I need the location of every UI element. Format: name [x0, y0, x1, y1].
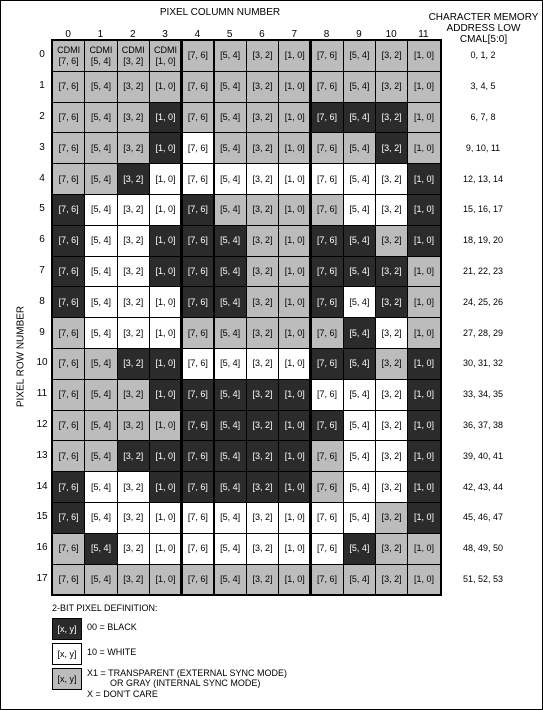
row-number: 5 [39, 203, 45, 215]
pixel-cell: [1, 0] [278, 317, 311, 349]
memory-address: 51, 52, 53 [462, 574, 504, 584]
pixel-cell: [5, 4] [214, 317, 247, 349]
pixel-cell: [1, 0] [278, 163, 311, 195]
pixel-cell: [1, 0] [278, 256, 311, 288]
pixel-cell: [1, 0] [149, 533, 182, 565]
column-number: 0 [65, 29, 71, 40]
pixel-cell: [5, 4] [214, 533, 247, 565]
pixel-cell: [5, 4] [84, 471, 117, 503]
pixel-cell: [7, 6] [310, 410, 343, 442]
pixel-cell: [7, 6] [310, 256, 343, 288]
pixel-cell: [3, 2] [375, 379, 408, 411]
pixel-cell: [5, 4] [343, 348, 376, 380]
pixel-cell: [5, 4] [214, 440, 247, 472]
pixel-cell: [1, 0] [278, 471, 311, 503]
memory-header-line-3: CMAL[5:0] [459, 34, 508, 45]
pixel-cell: [5, 4] [84, 286, 117, 318]
pixel-cell: [3, 2] [117, 194, 150, 226]
memory-address: 15, 16, 17 [462, 204, 504, 215]
pixel-cell: [1, 0] [278, 564, 311, 596]
pixel-cell: [3, 2] [246, 564, 279, 596]
pixel-cell: [5, 4] [84, 71, 117, 103]
row-number: 13 [36, 449, 48, 461]
pixel-cell: [5, 4] [84, 256, 117, 288]
pixel-cell: [1, 0] [407, 471, 440, 503]
memory-address: 18, 19, 20 [462, 235, 504, 246]
pixel-cell: [7, 6] [310, 564, 343, 596]
pixel-cell: [3, 2] [117, 533, 150, 565]
pixel-cell: [7, 6] [52, 256, 85, 288]
pixel-cell: [7, 6] [52, 225, 85, 257]
pixel-cell: [1, 0] [149, 564, 182, 596]
pixel-cell: [1, 0] [407, 286, 440, 318]
pixel-cell: [5, 4] [214, 256, 247, 288]
pixel-cell: [7, 6] [181, 317, 214, 349]
pixel-cell: [5, 4] [343, 410, 376, 442]
pixel-cell: [7, 6] [181, 502, 214, 534]
pixel-cell: [7, 6] [181, 256, 214, 288]
pixel-cell: [3, 2] [375, 194, 408, 226]
pixel-cell: [5, 4] [343, 132, 376, 164]
pixel-cell: CDMI [7, 6] [52, 40, 85, 72]
pixel-cell: [3, 2] [375, 533, 408, 565]
pixel-cell: [7, 6] [181, 163, 214, 195]
pixel-cell: [7, 6] [52, 163, 85, 195]
memory-address: 24, 25, 26 [462, 296, 504, 307]
pixel-cell: [3, 2] [246, 40, 279, 72]
column-number: 4 [194, 29, 201, 40]
pixel-cell: [7, 6] [181, 440, 214, 472]
pixel-cell: CDMI [1, 0] [149, 40, 182, 72]
pixel-cell: [5, 4] [214, 163, 247, 195]
pixel-cell: [7, 6] [310, 348, 343, 380]
pixel-cell: [1, 0] [149, 102, 182, 134]
pixel-cell: [1, 0] [278, 410, 311, 442]
pixel-cell: [1, 0] [278, 379, 311, 411]
row-number: 14 [36, 480, 48, 492]
column-number: 6 [259, 29, 265, 40]
pixel-cell: [3, 2] [246, 225, 279, 257]
legend-white-swatch: [x, y] [52, 643, 82, 665]
legend-transparent-text: X1 = TRANSPARENT (EXTERNAL SYNC MODE) [87, 668, 287, 678]
memory-address-header [426, 12, 541, 45]
legend-black-text: 00 = BLACK [87, 622, 137, 632]
pixel-cell: [3, 2] [117, 379, 150, 411]
pixel-cell: [1, 0] [407, 225, 440, 257]
pixel-cell: [3, 2] [375, 163, 408, 195]
memory-address: 21, 22, 23 [462, 266, 504, 276]
row-number: 8 [39, 295, 45, 307]
pixel-cell: [5, 4] [214, 410, 247, 442]
pixel-cell: [5, 4] [343, 379, 376, 411]
pixel-cell: [7, 6] [52, 194, 85, 226]
memory-header-line-1: CHARACTER MEMORY [428, 12, 539, 23]
memory-address: 3, 4, 5 [470, 81, 496, 92]
pixel-cell: [7, 6] [310, 379, 343, 411]
pixel-cell: [5, 4] [214, 502, 247, 534]
memory-address: 6, 7, 8 [470, 112, 496, 122]
pixel-cell: [7, 6] [181, 379, 214, 411]
pixel-cell: [1, 0] [278, 132, 311, 164]
row-number: 3 [39, 141, 45, 153]
pixel-cell: [3, 2] [117, 256, 150, 288]
pixel-cell: [3, 2] [117, 71, 150, 103]
pixel-cell: [5, 4] [214, 348, 247, 380]
row-number: 11 [36, 388, 48, 400]
pixel-cell: [1, 0] [407, 317, 440, 349]
pixel-cell: [3, 2] [375, 502, 408, 534]
pixel-cell: [3, 2] [246, 317, 279, 349]
pixel-cell: [1, 0] [149, 348, 182, 380]
pixel-cell: [7, 6] [310, 163, 343, 195]
pixel-cell: [1, 0] [149, 132, 182, 164]
pixel-cell: [7, 6] [52, 132, 85, 164]
pixel-cell: [5, 4] [84, 348, 117, 380]
pixel-cell: [7, 6] [52, 286, 85, 318]
column-number: 5 [226, 29, 233, 40]
pixel-cell: [7, 6] [52, 564, 85, 596]
pixel-cell: [7, 6] [181, 533, 214, 565]
pixel-cell: [7, 6] [181, 410, 214, 442]
pixel-cell: [3, 2] [246, 286, 279, 318]
row-number: 0 [39, 49, 45, 61]
pixel-cell: [5, 4] [214, 471, 247, 503]
pixel-cell: [1, 0] [149, 71, 182, 103]
memory-address: 27, 28, 29 [462, 327, 504, 338]
pixel-cell: [3, 2] [246, 502, 279, 534]
memory-header-line-2: ADDRESS LOW [446, 23, 521, 34]
pixel-cell: CDMI [3, 2] [117, 40, 150, 72]
pixel-cell: [5, 4] [214, 71, 247, 103]
pixel-cell: [3, 2] [117, 317, 150, 349]
pixel-cell: [1, 0] [407, 533, 440, 565]
pixel-cell: [7, 6] [310, 40, 343, 72]
pixel-cell: [3, 2] [246, 471, 279, 503]
pixel-cell: [1, 0] [407, 502, 440, 534]
pixel-cell: [5, 4] [214, 102, 247, 134]
pixel-cell: [1, 0] [407, 163, 440, 195]
pixel-cell: [3, 2] [117, 225, 150, 257]
pixel-cell: [3, 2] [375, 410, 408, 442]
pixel-cell: [3, 2] [246, 379, 279, 411]
pixel-cell: [1, 0] [278, 348, 311, 380]
pixel-cell: [3, 2] [117, 132, 150, 164]
pixel-cell: [5, 4] [214, 286, 247, 318]
pixel-cell: [3, 2] [117, 564, 150, 596]
pixel-cell: [5, 4] [84, 132, 117, 164]
pixel-cell: [7, 6] [181, 132, 214, 164]
pixel-cell: [1, 0] [149, 286, 182, 318]
pixel-cell: [5, 4] [343, 286, 376, 318]
pixel-cell: [3, 2] [246, 348, 279, 380]
pixel-cell: [5, 4] [84, 440, 117, 472]
pixel-cell: [3, 2] [246, 132, 279, 164]
pixel-cell: [1, 0] [278, 194, 311, 226]
pixel-cell: [7, 6] [310, 317, 343, 349]
pixel-cell: [1, 0] [407, 564, 440, 596]
pixel-cell: [7, 6] [310, 194, 343, 226]
pixel-cell: [1, 0] [407, 40, 440, 72]
pixel-cell: [1, 0] [407, 194, 440, 226]
pixel-cell: [3, 2] [375, 564, 408, 596]
pixel-cell: [5, 4] [343, 102, 376, 134]
memory-address: 42, 43, 44 [462, 481, 504, 492]
memory-address: 48, 49, 50 [462, 543, 504, 554]
memory-address: 30, 31, 32 [462, 358, 504, 369]
row-number: 9 [39, 326, 45, 338]
pixel-cell: [3, 2] [375, 286, 408, 318]
pixel-cell: [1, 0] [407, 132, 440, 164]
pixel-cell: [3, 2] [246, 533, 279, 565]
pixel-cell: [3, 2] [117, 286, 150, 318]
pixel-cell: [5, 4] [343, 163, 376, 195]
memory-address: 39, 40, 41 [462, 450, 504, 461]
pixel-cell: [3, 2] [375, 225, 408, 257]
pixel-cell: [7, 6] [52, 379, 85, 411]
pixel-cell: [7, 6] [181, 102, 214, 134]
pixel-cell: [7, 6] [181, 194, 214, 226]
pixel-cell: [3, 2] [117, 348, 150, 380]
pixel-cell: [5, 4] [343, 256, 376, 288]
pixel-cell: [5, 4] [84, 379, 117, 411]
pixel-cell: [7, 6] [181, 40, 214, 72]
pixel-cell: [7, 6] [52, 348, 85, 380]
pixel-cell: [5, 4] [84, 533, 117, 565]
row-number: 16 [36, 542, 48, 554]
pixel-cell: [5, 4] [84, 502, 117, 534]
pixel-cell: [7, 6] [310, 225, 343, 257]
pixel-cell: [7, 6] [310, 71, 343, 103]
pixel-cell: [7, 6] [310, 502, 343, 534]
pixel-cell: [7, 6] [310, 440, 343, 472]
pixel-cell: [3, 2] [117, 102, 150, 134]
pixel-cell: [3, 2] [246, 71, 279, 103]
row-number: 4 [39, 172, 45, 184]
pixel-cell: [1, 0] [278, 102, 311, 134]
legend-white-text: 10 = WHITE [87, 647, 137, 657]
pixel-cell: [5, 4] [84, 102, 117, 134]
pixel-cell: [5, 4] [343, 40, 376, 72]
pixel-cell: [7, 6] [52, 102, 85, 134]
pixel-cell: [5, 4] [343, 317, 376, 349]
memory-address: 9, 10, 11 [465, 142, 501, 153]
pixel-cell: [1, 0] [278, 533, 311, 565]
row-axis-title: PIXEL ROW NUMBER [15, 305, 27, 408]
pixel-cell: [5, 4] [84, 194, 117, 226]
pixel-cell: [3, 2] [117, 410, 150, 442]
pixel-cell: [1, 0] [149, 471, 182, 503]
column-number: 3 [162, 29, 168, 40]
row-number: 1 [39, 80, 45, 92]
pixel-cell: [3, 2] [117, 502, 150, 534]
pixel-cell: [1, 0] [149, 410, 182, 442]
pixel-cell: [5, 4] [343, 564, 376, 596]
pixel-cell: [7, 6] [181, 225, 214, 257]
pixel-cell: [5, 4] [214, 132, 247, 164]
pixel-cell: [1, 0] [149, 225, 182, 257]
pixel-cell: [1, 0] [407, 348, 440, 380]
pixel-cell: [3, 2] [117, 163, 150, 195]
pixel-cell: [7, 6] [310, 132, 343, 164]
pixel-cell: [1, 0] [149, 440, 182, 472]
pixel-cell: [3, 2] [246, 410, 279, 442]
pixel-cell: [5, 4] [343, 71, 376, 103]
legend-title: 2-BIT PIXEL DEFINITION: [52, 603, 158, 613]
pixel-cell: [3, 2] [375, 71, 408, 103]
column-number: 10 [385, 29, 397, 40]
pixel-cell: [3, 2] [117, 471, 150, 503]
pixel-cell: [3, 2] [375, 40, 408, 72]
pixel-cell: [5, 4] [84, 317, 117, 349]
row-number: 17 [36, 573, 48, 584]
pixel-cell: [5, 4] [84, 410, 117, 442]
pixel-cell: [5, 4] [214, 225, 247, 257]
column-axis-title: PIXEL COLUMN NUMBER [159, 7, 281, 18]
row-number: 2 [39, 111, 45, 122]
pixel-cell: [5, 4] [84, 163, 117, 195]
pixel-cell: [7, 6] [52, 471, 85, 503]
pixel-cell: [1, 0] [149, 163, 182, 195]
legend-gray-text: OR GRAY (INTERNAL SYNC MODE) [110, 678, 261, 688]
pixel-cell: [3, 2] [375, 348, 408, 380]
pixel-cell: [3, 2] [117, 440, 150, 472]
pixel-cell: [5, 4] [84, 225, 117, 257]
row-number: 15 [36, 511, 48, 523]
pixel-cell: [1, 0] [149, 256, 182, 288]
pixel-cell: [1, 0] [407, 379, 440, 411]
column-number: 1 [97, 29, 104, 40]
pixel-cell: [1, 0] [278, 71, 311, 103]
row-number: 12 [36, 419, 48, 430]
pixel-cell: [7, 6] [181, 564, 214, 596]
row-number: 10 [36, 357, 48, 369]
pixel-cell: [5, 4] [343, 194, 376, 226]
pixel-cell: [1, 0] [149, 379, 182, 411]
pixel-cell: [1, 0] [278, 502, 311, 534]
legend-gray-swatch: [x, y] [52, 668, 82, 690]
pixel-cell: [7, 6] [52, 533, 85, 565]
pixel-cell: [7, 6] [181, 286, 214, 318]
pixel-cell: [7, 6] [181, 348, 214, 380]
pixel-cell: [5, 4] [343, 502, 376, 534]
pixel-cell: [1, 0] [278, 225, 311, 257]
pixel-cell: [7, 6] [181, 471, 214, 503]
column-number: 11 [418, 29, 429, 40]
pixel-cell: [1, 0] [407, 440, 440, 472]
memory-address: 0, 1, 2 [470, 50, 496, 61]
pixel-cell: [7, 6] [52, 317, 85, 349]
pixel-cell: [1, 0] [278, 40, 311, 72]
pixel-cell: [5, 4] [343, 440, 376, 472]
pixel-cell: [3, 2] [246, 256, 279, 288]
pixel-cell: [1, 0] [407, 71, 440, 103]
pixel-cell: [3, 2] [375, 471, 408, 503]
pixel-cell: [5, 4] [343, 533, 376, 565]
pixel-cell: [7, 6] [52, 502, 85, 534]
pixel-cell: [3, 2] [375, 132, 408, 164]
pixel-cell: [7, 6] [310, 471, 343, 503]
pixel-cell: [3, 2] [375, 102, 408, 134]
pixel-cell: [3, 2] [246, 102, 279, 134]
pixel-cell: [1, 0] [149, 194, 182, 226]
pixel-cell: [5, 4] [343, 471, 376, 503]
pixel-cell: [7, 6] [181, 71, 214, 103]
pixel-cell: [1, 0] [278, 440, 311, 472]
pixel-cell: [5, 4] [214, 379, 247, 411]
memory-address: 12, 13, 14 [462, 173, 504, 184]
pixel-cell: [5, 4] [214, 564, 247, 596]
column-number: 7 [291, 29, 298, 40]
pixel-cell: [3, 2] [375, 256, 408, 288]
pixel-cell: [5, 4] [343, 225, 376, 257]
pixel-cell: [7, 6] [310, 286, 343, 318]
memory-address: 45, 46, 47 [462, 512, 504, 523]
column-number: 2 [129, 29, 136, 40]
pixel-cell: [7, 6] [310, 533, 343, 565]
pixel-cell: [7, 6] [52, 71, 85, 103]
pixel-cell: [3, 2] [246, 440, 279, 472]
pixel-cell: [7, 6] [52, 410, 85, 442]
column-number: 8 [323, 29, 330, 40]
legend-dont-care-text: X = DON'T CARE [87, 689, 158, 699]
pixel-cell: [1, 0] [407, 256, 440, 288]
pixel-cell: [3, 2] [246, 194, 279, 226]
pixel-cell: [1, 0] [407, 102, 440, 134]
pixel-cell: [5, 4] [214, 194, 247, 226]
pixel-cell: [1, 0] [149, 502, 182, 534]
pixel-cell: [3, 2] [375, 440, 408, 472]
memory-address: 33, 34, 35 [462, 389, 504, 400]
column-number: 9 [356, 29, 362, 40]
pixel-cell: [1, 0] [278, 286, 311, 318]
memory-address: 36, 37, 38 [462, 420, 504, 430]
pixel-cell: [5, 4] [214, 40, 247, 72]
pixel-cell: CDMI [5, 4] [84, 40, 117, 72]
pixel-cell: [7, 6] [52, 440, 85, 472]
pixel-cell: [3, 2] [246, 163, 279, 195]
pixel-cell: [1, 0] [149, 317, 182, 349]
legend-black-swatch: [x, y] [52, 618, 82, 640]
row-number: 7 [39, 265, 45, 276]
pixel-cell: [7, 6] [310, 102, 343, 134]
pixel-cell: [3, 2] [375, 317, 408, 349]
pixel-cell: [5, 4] [84, 564, 117, 596]
row-number: 6 [39, 234, 45, 246]
pixel-cell: [1, 0] [407, 410, 440, 442]
